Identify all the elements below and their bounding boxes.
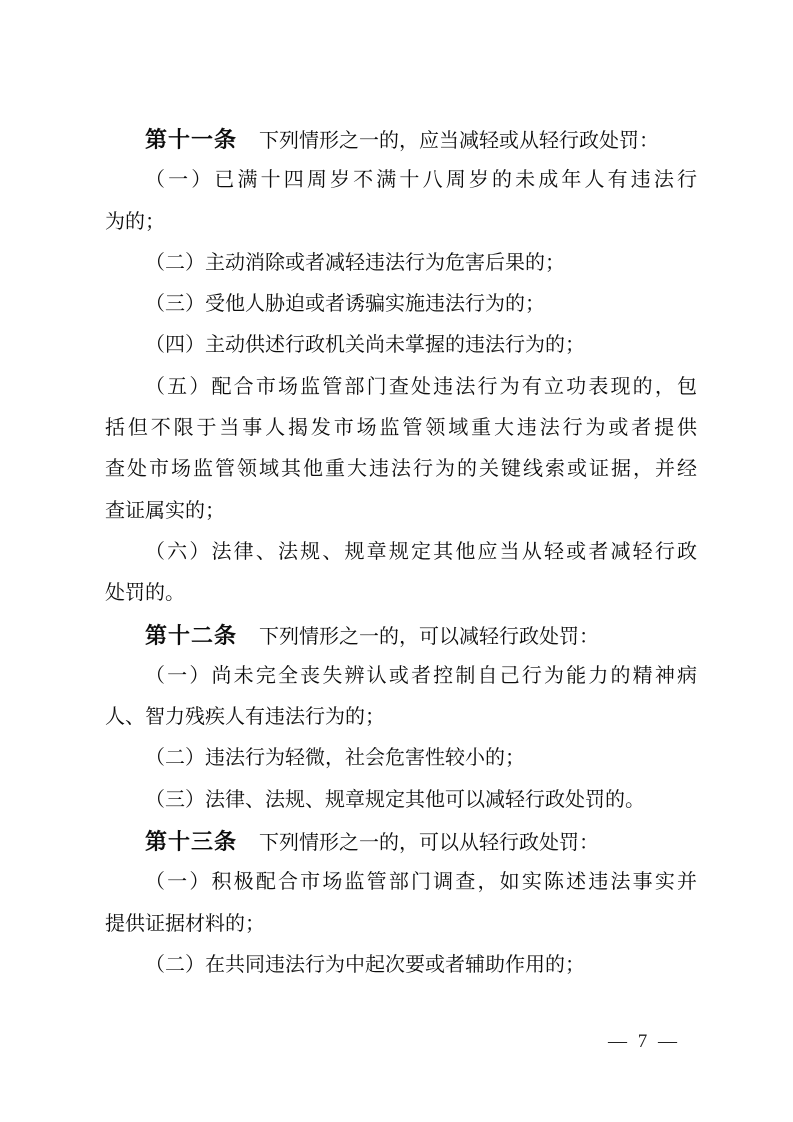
text-line bbox=[105, 656, 697, 697]
line-text: 人、智力残疾人有违法行为的； bbox=[105, 706, 385, 729]
text-line bbox=[105, 738, 697, 779]
page-footer bbox=[608, 1031, 680, 1053]
page-number: — 7 — bbox=[608, 1031, 680, 1052]
text-line bbox=[105, 945, 697, 986]
text-line bbox=[105, 821, 697, 862]
line-text: 提供证据材料的； bbox=[105, 912, 265, 935]
line-text: （三）受他人胁迫或者诱骗实施违法行为的； bbox=[145, 293, 545, 316]
text-line bbox=[105, 325, 697, 366]
paragraph bbox=[105, 532, 697, 615]
text-line bbox=[105, 449, 697, 490]
text-line bbox=[105, 615, 697, 656]
paragraph bbox=[105, 615, 697, 656]
line-text: （二）在共同违法行为中起次要或者辅助作用的； bbox=[145, 953, 585, 976]
line-text: 查证属实的； bbox=[105, 499, 225, 522]
line-text: （六）法律、法规、规章规定其他应当从轻或者减轻行政 bbox=[145, 540, 697, 563]
text-line bbox=[105, 532, 697, 573]
article-number: 第十二条 bbox=[145, 622, 238, 648]
line-text: （四）主动供述行政机关尚未掌握的违法行为的； bbox=[145, 334, 585, 357]
document-body bbox=[105, 119, 697, 986]
line-text: （三）法律、法规、规章规定其他可以减轻行政处罚的。 bbox=[145, 788, 645, 811]
line-text: （一）积极配合市场监管部门调查，如实陈述违法事实并 bbox=[145, 871, 697, 894]
paragraph bbox=[105, 656, 697, 739]
text-line bbox=[105, 202, 697, 243]
text-line bbox=[105, 408, 697, 449]
paragraph bbox=[105, 119, 697, 160]
line-text: （一）已满十四周岁不满十八周岁的未成年人有违法行 bbox=[145, 169, 697, 192]
line-text: 查处市场监管领域其他重大违法行为的关键线索或证据，并经 bbox=[105, 458, 697, 481]
text-line bbox=[105, 119, 697, 160]
line-text: （一）尚未完全丧失辨认或者控制自己行为能力的精神病 bbox=[145, 664, 697, 687]
text-line bbox=[105, 862, 697, 903]
paragraph bbox=[105, 821, 697, 862]
text-line bbox=[105, 491, 697, 532]
text-line bbox=[105, 697, 697, 738]
line-text: （二）违法行为轻微，社会危害性较小的； bbox=[145, 747, 525, 770]
paragraph bbox=[105, 160, 697, 243]
paragraph bbox=[105, 862, 697, 945]
paragraph bbox=[105, 780, 697, 821]
paragraph bbox=[105, 367, 697, 532]
line-text: 下列情形之一的，可以从轻行政处罚： bbox=[259, 832, 600, 855]
text-line bbox=[105, 780, 697, 821]
text-line bbox=[105, 573, 697, 614]
line-text: 下列情形之一的，可以减轻行政处罚： bbox=[259, 625, 600, 648]
line-text: 括但不限于当事人揭发市场监管领域重大违法行为或者提供 bbox=[105, 417, 697, 440]
paragraph bbox=[105, 738, 697, 779]
paragraph bbox=[105, 243, 697, 284]
line-text: （五）配合市场监管部门查处违法行为有立功表现的，包 bbox=[145, 375, 697, 398]
line-text: 为的； bbox=[105, 210, 165, 233]
text-line bbox=[105, 904, 697, 945]
text-line bbox=[105, 160, 697, 201]
paragraph bbox=[105, 284, 697, 325]
article-number: 第十三条 bbox=[145, 829, 238, 855]
line-text: 处罚的。 bbox=[105, 582, 185, 605]
article-number: 第十一条 bbox=[145, 127, 238, 152]
text-line bbox=[105, 284, 697, 325]
text-line bbox=[105, 243, 697, 284]
line-text: （二）主动消除或者减轻违法行为危害后果的； bbox=[145, 251, 565, 274]
line-text: 下列情形之一的，应当减轻或从轻行政处罚： bbox=[259, 130, 660, 152]
paragraph bbox=[105, 945, 697, 986]
text-line bbox=[105, 367, 697, 408]
paragraph bbox=[105, 325, 697, 366]
